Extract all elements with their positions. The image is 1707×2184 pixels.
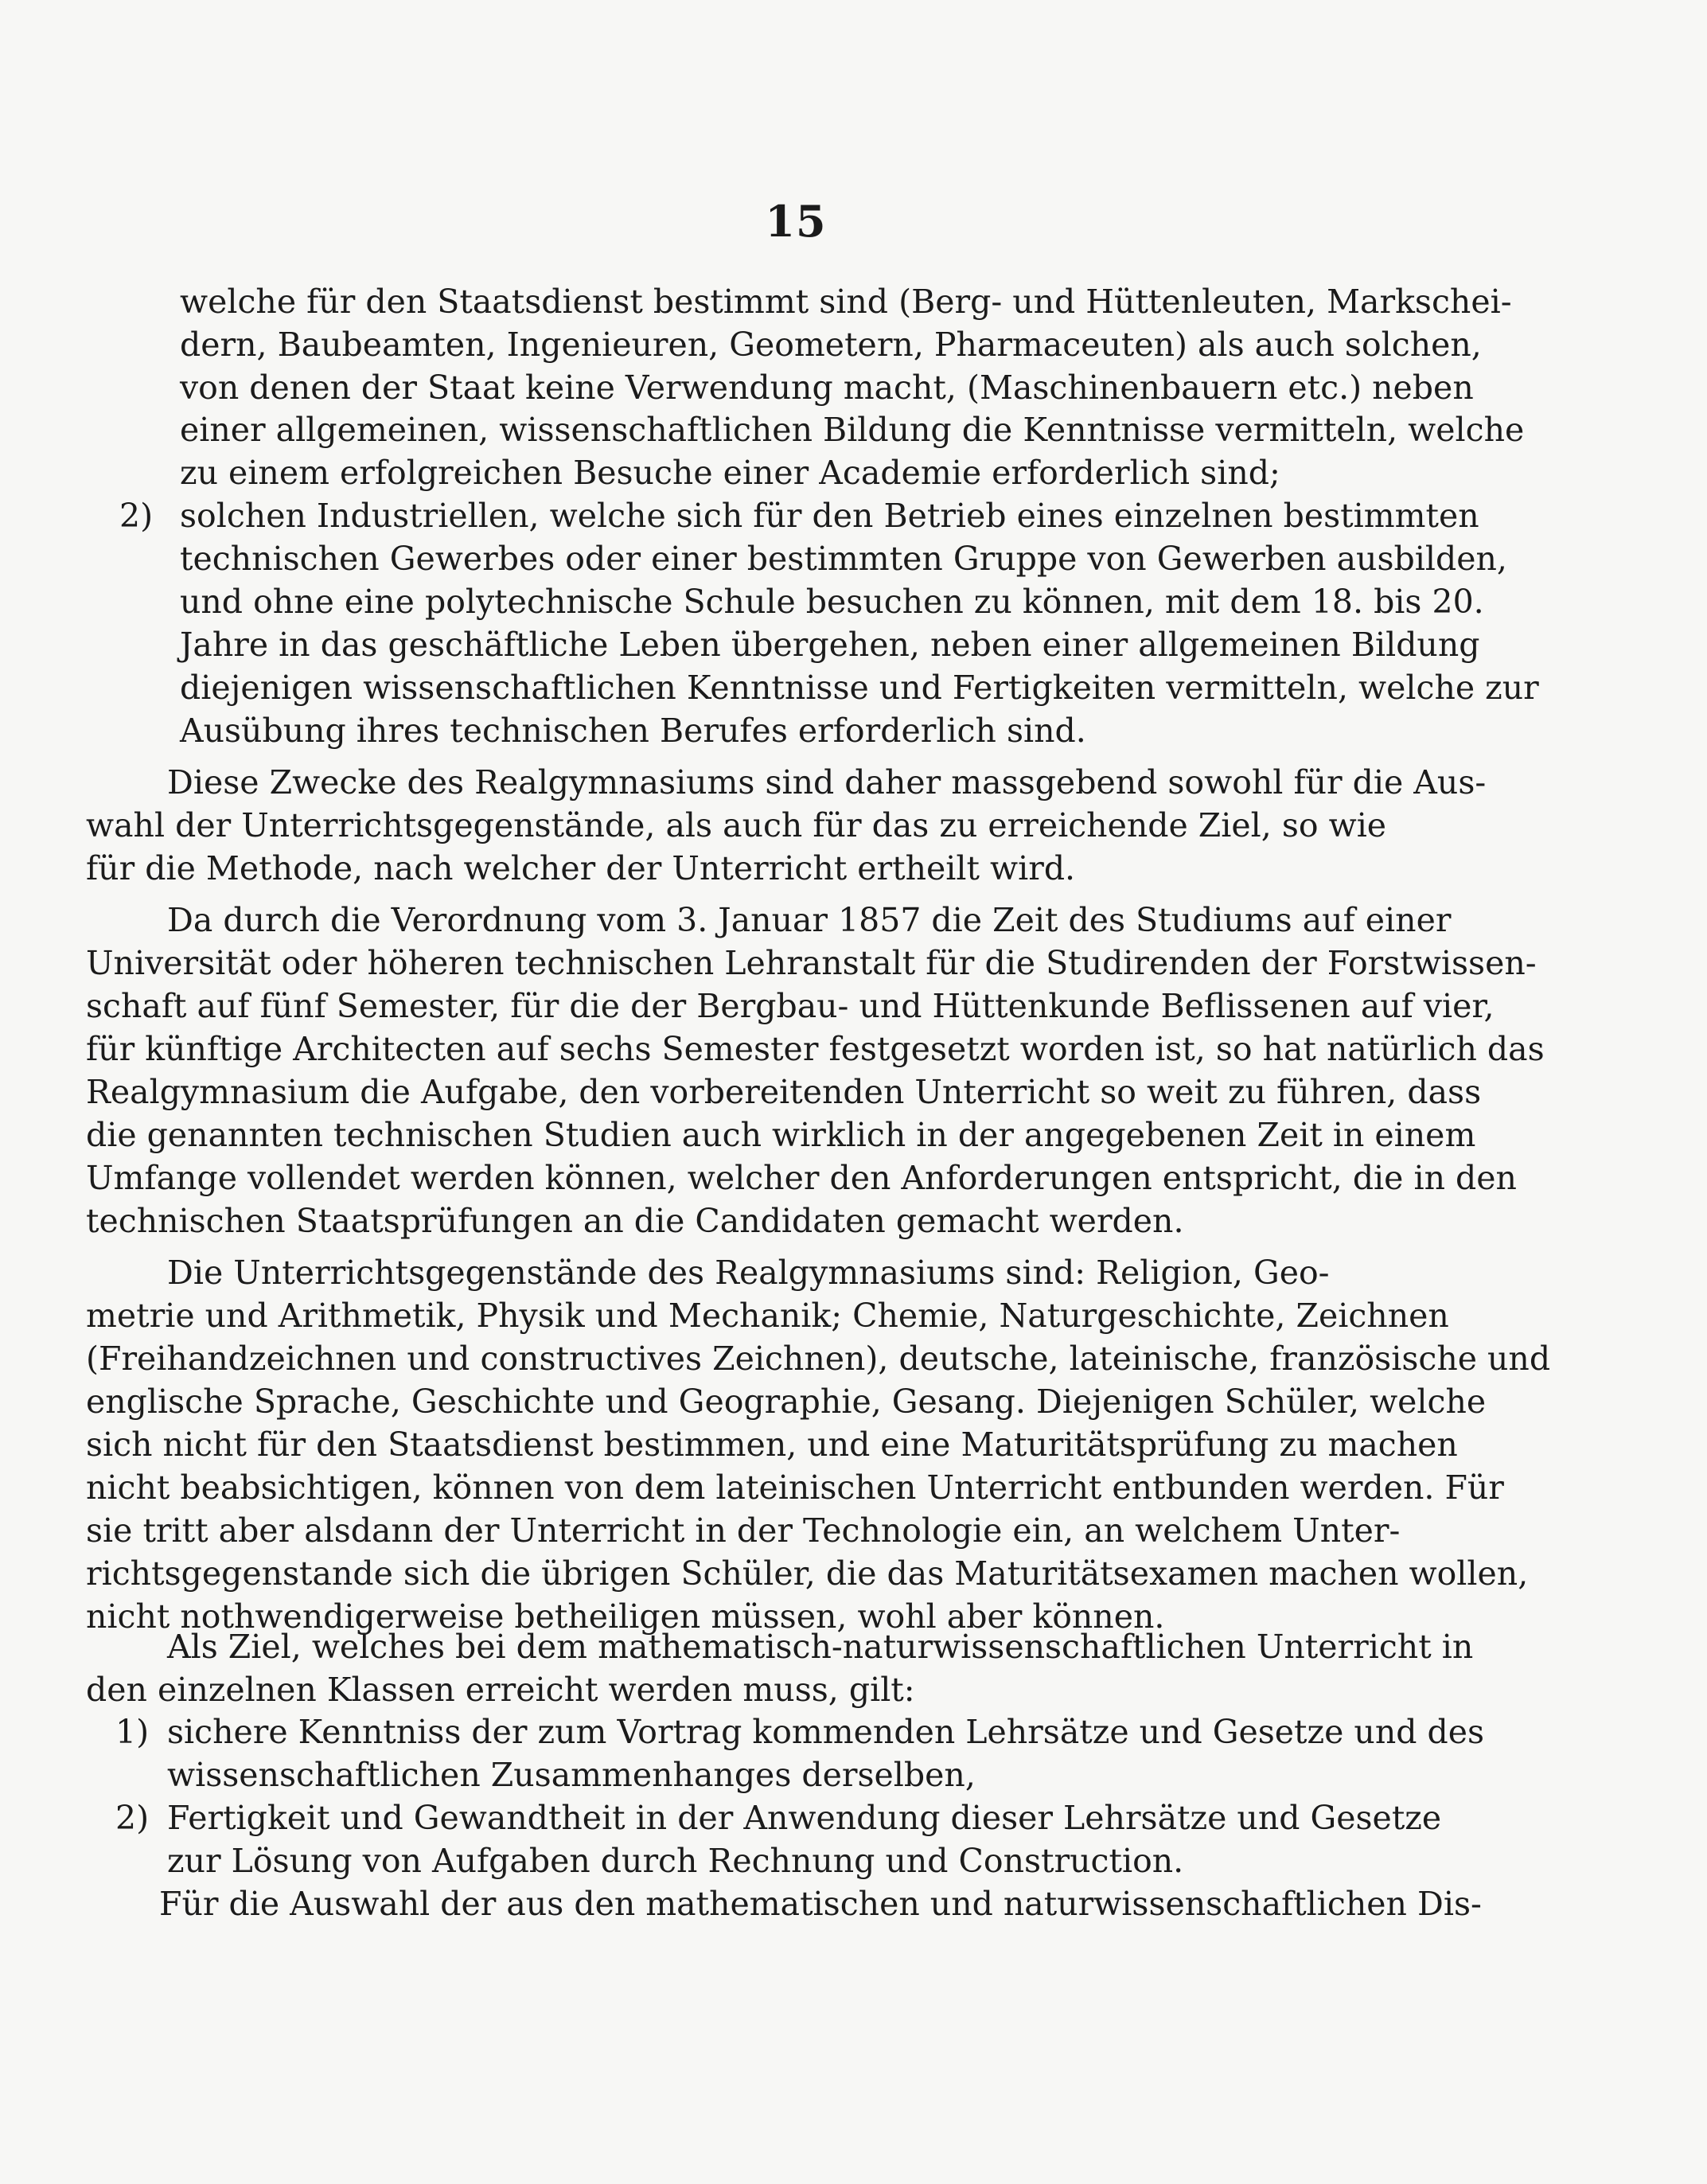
text-line: Umfange vollendet werden können, welcher den Anforderungen entspricht, die in den xyxy=(86,1159,1517,1197)
text-line: (Freihandzeichnen und constructives Zeichnen), deutsche, lateinische, französische und xyxy=(86,1340,1551,1378)
text-line: wahl der Unterrichtsgegenstände, als auch für das zu erreichende Ziel, so wie xyxy=(86,806,1387,844)
text-line: Universität oder höheren technischen Lehranstalt für die Studirenden der Forstwissen- xyxy=(86,944,1537,982)
text-line: einer allgemeinen, wissenschaftlichen Bildung die Kenntnisse vermitteln, welche xyxy=(180,411,1525,449)
list-marker: 2) xyxy=(119,497,154,535)
text-line: Diese Zwecke des Realgymnasiums sind daher massgebend sowohl für die Aus- xyxy=(167,763,1487,801)
text-line: diejenigen wissenschaftlichen Kenntnisse und Fertigkeiten vermitteln, welche zur xyxy=(180,669,1539,707)
text-line: sich nicht für den Staatsdienst bestimmen, und eine Maturitätsprüfung zu machen xyxy=(86,1425,1458,1464)
text-line: die genannten technischen Studien auch wirklich in der angegebenen Zeit in einem xyxy=(86,1116,1476,1154)
text-line: den einzelnen Klassen erreicht werden muss, gilt: xyxy=(86,1671,915,1709)
list-marker: 1) xyxy=(115,1713,150,1751)
text-line: für künftige Architecten auf sechs Semester festgesetzt worden ist, so hat natürlich das xyxy=(86,1030,1545,1068)
text-line: welche für den Staatsdienst bestimmt sind (Berg- und Hüttenleuten, Markschei- xyxy=(180,283,1512,321)
text-line: Da durch die Verordnung vom 3. Januar 1857 die Zeit des Studiums auf einer xyxy=(167,901,1452,939)
text-line: sie tritt aber alsdann der Unterricht in der Technologie ein, an welchem Unter- xyxy=(86,1511,1401,1550)
text-line: schaft auf fünf Semester, für die der Bergbau- und Hüttenkunde Beflissenen auf vier, xyxy=(86,987,1495,1025)
text-line: Für die Auswahl der aus den mathematischen und naturwissenschaftlichen Dis- xyxy=(159,1885,1482,1923)
text-line: technischen Staatsprüfungen an die Candidaten gemacht werden. xyxy=(86,1202,1184,1240)
text-line: technischen Gewerbes oder einer bestimmten Gruppe von Gewerben ausbilden, xyxy=(180,540,1507,578)
text-line: nicht beabsichtigen, können von dem lateinischen Unterricht entbunden werden. Für xyxy=(86,1468,1504,1507)
text-line: sichere Kenntniss der zum Vortrag kommenden Lehrsätze und Gesetze und des xyxy=(167,1713,1485,1751)
list-marker: 2) xyxy=(115,1799,150,1837)
text-line: dern, Baubeamten, Ingenieuren, Geometern, Pharmaceuten) als auch solchen, xyxy=(180,326,1482,364)
text-line: Fertigkeit und Gewandtheit in der Anwendung dieser Lehrsätze und Gesetze xyxy=(167,1799,1442,1837)
text-line: für die Methode, nach welcher der Unterricht ertheilt wird. xyxy=(86,849,1076,887)
text-line: Jahre in das geschäftliche Leben übergehen, neben einer allgemeinen Bildung xyxy=(180,626,1480,664)
text-line: Die Unterrichtsgegenstände des Realgymnasiums sind: Religion, Geo- xyxy=(167,1254,1330,1292)
text-line: und ohne eine polytechnische Schule besuchen zu können, mit dem 18. bis 20. xyxy=(180,583,1484,621)
text-line: Ausübung ihres technischen Berufes erforderlich sind. xyxy=(180,712,1086,750)
text-line: englische Sprache, Geschichte und Geographie, Gesang. Diejenigen Schüler, welche xyxy=(86,1383,1487,1421)
text-line: metrie und Arithmetik, Physik und Mechanik; Chemie, Naturgeschichte, Zeichnen xyxy=(86,1297,1449,1335)
text-line: solchen Industriellen, welche sich für den Betrieb eines einzelnen bestimmten xyxy=(180,497,1479,535)
text-line: Als Ziel, welches bei dem mathematisch-naturwissenschaftlichen Unterricht in xyxy=(167,1628,1474,1666)
text-line: zu einem erfolgreichen Besuche einer Academie erforderlich sind; xyxy=(180,454,1280,492)
text-line: von denen der Staat keine Verwendung macht, (Maschinenbauern etc.) neben xyxy=(180,369,1474,407)
text-line: nicht nothwendigerweise betheiligen müssen, wohl aber können. xyxy=(86,1597,1165,1636)
page-number: 15 xyxy=(765,196,827,247)
text-line: richtsgegenstande sich die übrigen Schüler, die das Maturitätsexamen machen wollen, xyxy=(86,1554,1529,1593)
text-line: Realgymnasium die Aufgabe, den vorbereitenden Unterricht so weit zu führen, dass xyxy=(86,1073,1482,1111)
text-line: wissenschaftlichen Zusammenhanges derselben, xyxy=(167,1756,976,1794)
text-line: zur Lösung von Aufgaben durch Rechnung und Construction. xyxy=(167,1842,1184,1880)
